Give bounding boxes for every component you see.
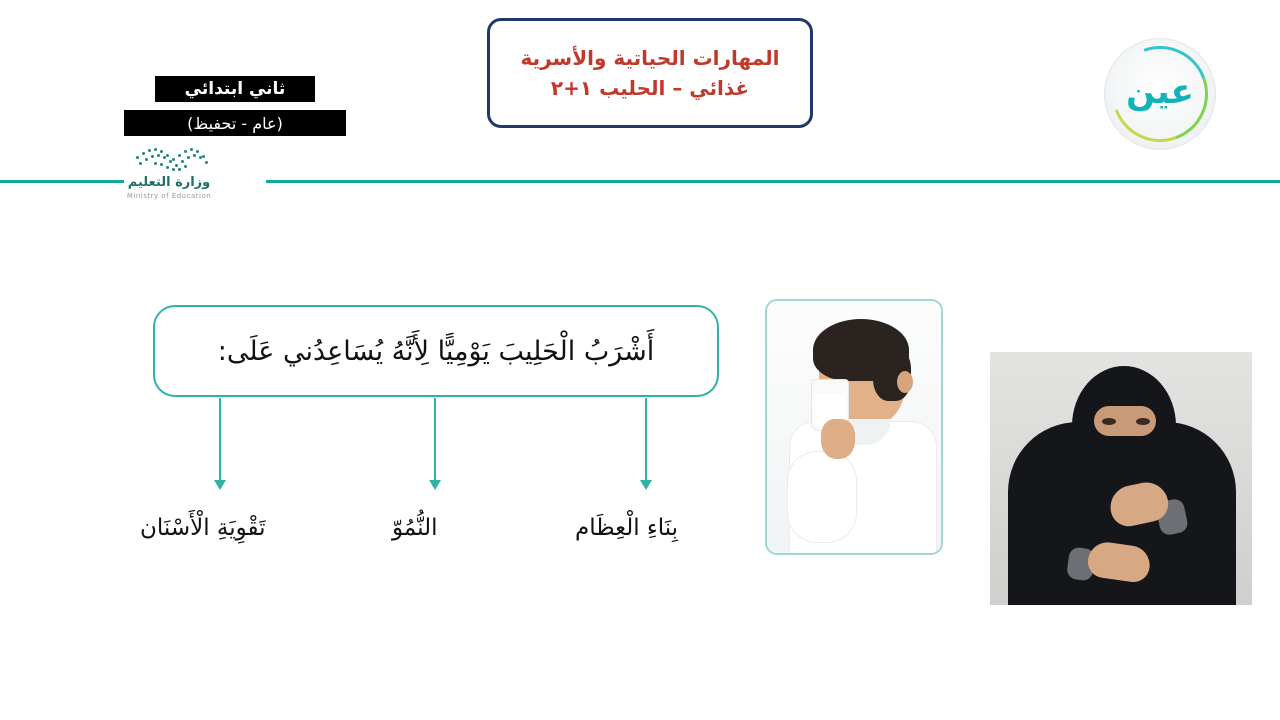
arrow-to-bones	[645, 398, 657, 490]
answer-bones: بِنَاءِ الْعِظَام	[575, 515, 679, 541]
divider-right	[266, 180, 1280, 183]
lesson-title-box	[487, 18, 813, 128]
ein-logo-text: عين	[1126, 72, 1194, 112]
boy-hair	[813, 319, 909, 381]
signer-eye-left	[1102, 418, 1116, 425]
ministry-logo	[104, 146, 234, 224]
boy-ear	[897, 371, 913, 393]
ministry-name-en: Ministry of Education	[126, 192, 212, 200]
photo-boy-drinking-milk	[765, 299, 943, 555]
page-title: المهارات الحياتية والأسرية	[520, 46, 780, 70]
ministry-logo-mark	[130, 146, 208, 172]
track-badge: (عام - تحفيظ)	[124, 110, 346, 136]
arrow-to-growth	[434, 398, 446, 490]
prompt-box	[153, 305, 719, 397]
answer-growth: النُّمُوّ	[392, 515, 438, 541]
grade-badge: ثاني ابتدائي	[155, 76, 315, 102]
ein-channel-logo	[1104, 38, 1216, 150]
arrow-to-teeth	[219, 398, 231, 490]
boy-arm	[787, 451, 857, 543]
photo-sign-language-interpreter	[990, 352, 1252, 605]
page-subtitle: غذائي – الحليب ١+٢	[550, 76, 750, 100]
ministry-name-ar: وزارة التعليم	[127, 175, 211, 190]
prompt-text: أَشْرَبُ الْحَلِيبَ يَوْمِيًّا لِأَنَّهُ يُسَاعِدُني عَلَى:	[217, 335, 655, 367]
signer-eye-right	[1136, 418, 1150, 425]
boy-hand	[821, 419, 855, 459]
answer-teeth: تَقْوِيَةِ الْأَسْنَان	[140, 515, 266, 541]
divider-left	[0, 180, 124, 183]
